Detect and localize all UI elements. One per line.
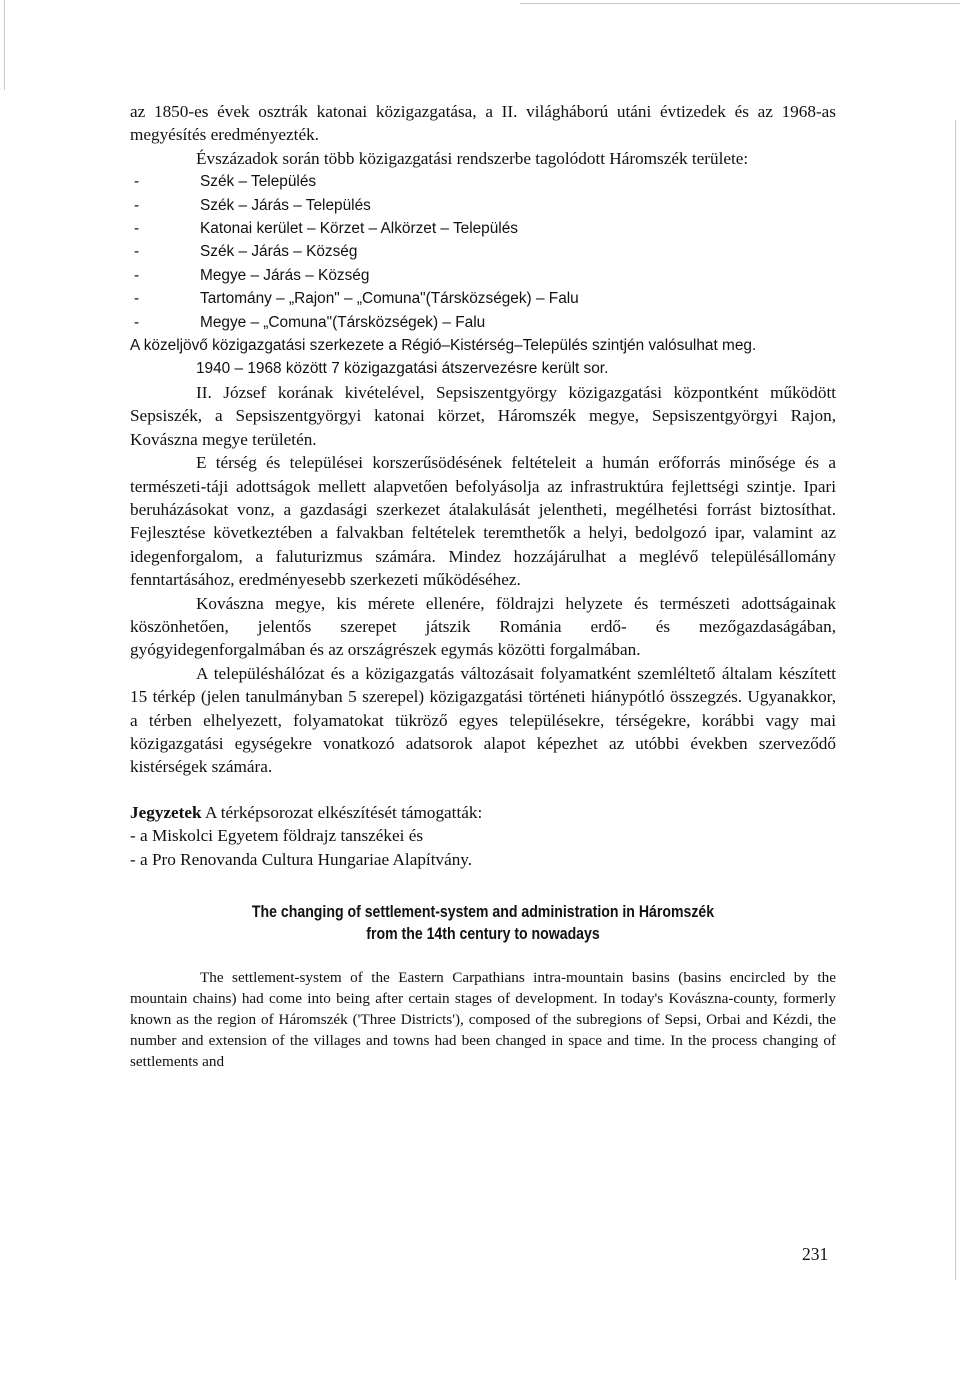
notes-item: - a Pro Renovanda Cultura Hungariae Alapítvány.: [130, 849, 473, 869]
scan-edge-right: [955, 120, 956, 1280]
paragraph: II. József korának kivételével, Sepsiszentgyörgy közigazgatási központként működött Sepsiszék, a Sepsiszentgyörgyi katonai körzet, Háromszék megye, Sepsiszentgyörgyi Rajon, Kovászna megye területén.: [130, 382, 836, 449]
notes-label: Jegyzetek: [130, 802, 202, 822]
english-title: [179, 901, 786, 945]
list-item: - Szék – Járás – Község: [130, 240, 836, 263]
notes-item: - a Miskolci Egyetem földrajz tanszékei és: [130, 826, 424, 846]
notes-section: [130, 801, 836, 871]
list-item: - Tartomány – „Rajon" – „Comuna"(Társközségek) – Falu: [130, 287, 836, 310]
future-structure: A közeljövő közigazgatási szerkezete a Régió–Kistérség–Település szintjén valósulhat meg.: [130, 337, 757, 355]
paragraph: A településhálózat és a közigazgatás változásait folyamatként szemléltető általam készített 15 térkép (jelen tanulmányban 5 szerepel) közigazgatási történeti hiánypótló összegzés. Ugyanakkor, a térben elhelyezett, folyamatokat tükröző egyes településekre, térségekre, korábbi vagy mai közigazgatási egységekre vonatkozó adatsorok alapot képezhet az utóbbi években szerveződő kistérségek számára.: [130, 663, 836, 777]
english-title-line: The changing of settlement-system and administration in Háromszék: [251, 903, 715, 921]
notes-heading: [130, 801, 836, 824]
english-abstract: [130, 967, 836, 1072]
scan-edge-top: [520, 3, 960, 4]
administrative-systems-list: [130, 170, 836, 334]
english-title-line: from the 14th century to nowadays: [366, 925, 600, 943]
systems-intro: Évszázadok során több közigazgatási rendszerbe tagolódott Háromszék területe:: [196, 148, 749, 168]
list-item: - Megye – Járás – Község: [130, 264, 836, 287]
paragraph: Kovászna megye, kis mérete ellenére, földrajzi helyzete és természeti adottságainak köszönhetően, jelentős szerepet játszik Románia erdő- és mezőgazdaságában, gyógyidegenforgalmában és az országrészek egymás közötti forgalmában.: [130, 593, 836, 660]
page-number: 231: [802, 1244, 829, 1264]
list-item: - Megye – „Comuna"(Társközségek) – Falu: [130, 311, 836, 334]
intro-continuation: az 1850-es évek osztrák katonai közigazgatása, a II. világháború utáni évtizedek és az 1968-as megyésítés eredményezték.: [130, 102, 836, 145]
notes-text: A térképsorozat elkészítését támogatták:: [204, 802, 483, 822]
list-item: - Katonai kerület – Körzet – Alkörzet – Település: [130, 217, 836, 240]
scan-edge-left: [4, 0, 5, 90]
list-item: - Szék – Járás – Település: [130, 194, 836, 217]
document-page: [130, 100, 836, 1072]
english-abstract-text: The settlement-system of the Eastern Carpathians intra-mountain basins (basins encircled by the mountain chains) had come into being after certain stages of development. In today's Kovászna-county, formerly known as the region of Háromszék ('Three Districts'), composed of the subregions of Sepsi, Orbai and Kézdi, the number and extension of the villages and towns had been changed in space and time. In the process changing of settlements and: [130, 969, 836, 1070]
reorganization-note: 1940 – 1968 között 7 közigazgatási átszervezésre került sor.: [196, 360, 609, 378]
list-item: - Szék – Település: [130, 170, 836, 193]
paragraph: E térség és települései korszerűsödésének feltételeit a humán erőforrás minősége és a természeti-táji adottságok mellett alapvetően befolyásolja az infrastruktúra fejlettségi szintje. Ipari beruházásokat vonz, a gazdasági szerkezet átalakulását jelentheti, megélhetési forrást biztosíthat. Fejlesztése következtében a falvakban feltételek teremthetők a helyi, bedolgozó ipar, valamint az idegenforgalom, a faluturizmus számára. Mindez hozzájárulhat a meglévő településállomány fenntartásához, eredményesebb szerkezeti működéséhez.: [130, 453, 836, 590]
